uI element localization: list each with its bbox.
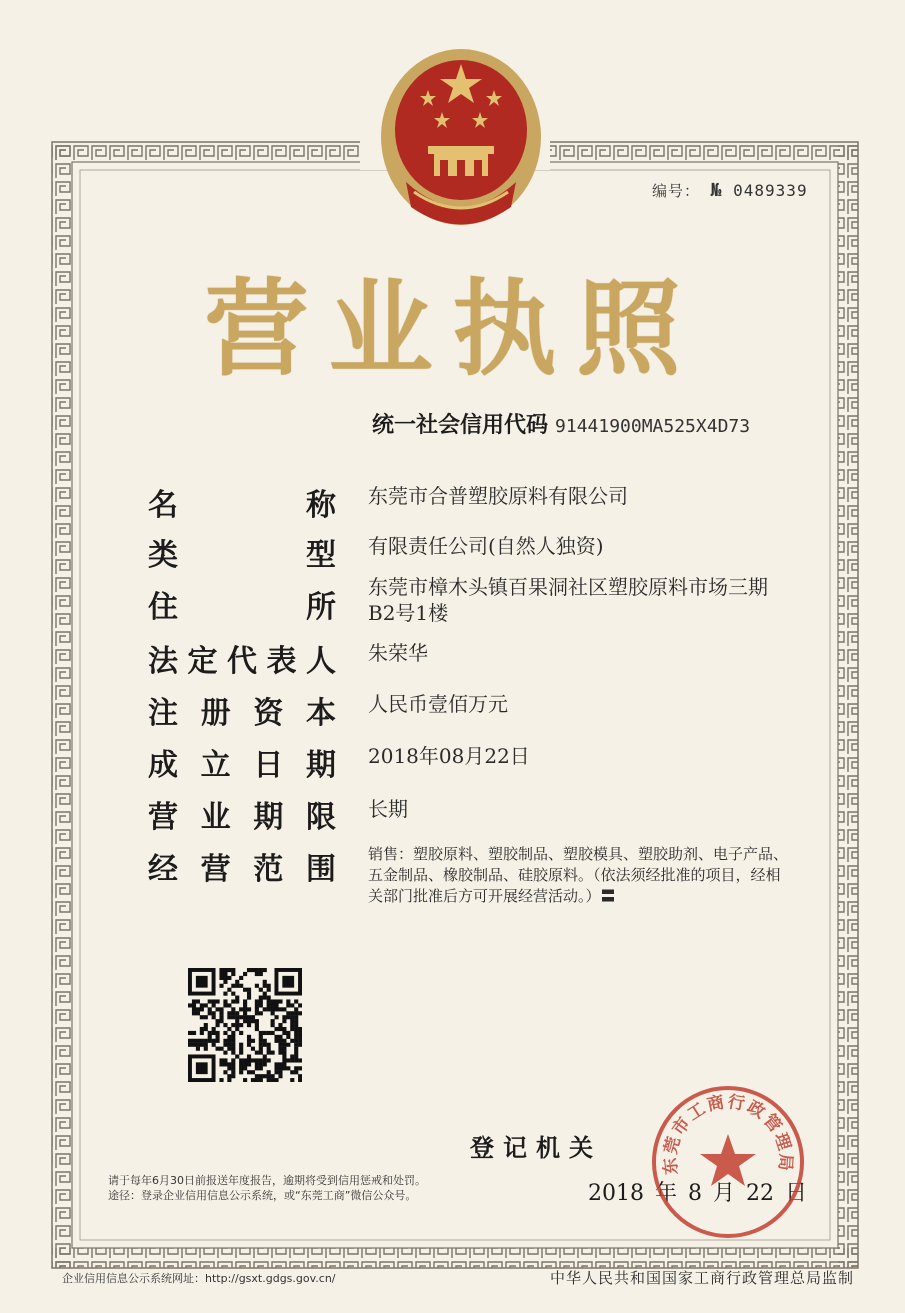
notice-line-1: 请于每年6月30日前报送年度报告，逾期将受到信用惩戒和处罚。 <box>108 1174 426 1187</box>
field-value-term: 长期 <box>368 797 408 821</box>
scope-line-1: 销售：塑胶原料、塑胶制品、塑胶模具、塑胶助剂、电子产品、 <box>368 845 789 863</box>
field-label-char: 期 <box>305 748 336 783</box>
registration-authority-label: 登记机关 <box>470 1134 602 1162</box>
official-seal-stamp <box>648 1082 808 1242</box>
field-label-char: 限 <box>305 800 336 835</box>
serial-number <box>652 180 808 201</box>
qr-code[interactable] <box>188 968 302 1082</box>
field-label-char: 人 <box>306 644 336 679</box>
field-value-name: 东莞市合普塑胶原料有限公司 <box>368 484 628 508</box>
field-label-char: 册 <box>200 696 231 731</box>
field-label-name <box>148 480 336 524</box>
field-label-char: 型 <box>306 538 336 573</box>
field-label-char: 资 <box>253 696 284 731</box>
field-label-legal-rep <box>148 636 336 680</box>
field-label-char: 日 <box>253 748 284 783</box>
annual-report-notice <box>108 1173 426 1203</box>
field-label-char: 成 <box>148 748 178 783</box>
serial-value: 0489339 <box>733 181 808 200</box>
field-label-term <box>148 792 336 836</box>
credit-code-value: 91441900MA525X4D73 <box>555 416 751 437</box>
field-label-char: 法 <box>148 644 178 679</box>
field-label-char: 立 <box>200 748 231 783</box>
field-label-char: 营 <box>148 800 178 835</box>
scope-line-2: 五金制品、橡胶制品、硅胶原料。（依法须经批准的项目，经相 <box>368 866 781 884</box>
footer-website: 企业信用信息公示系统网址：http://gsxt.gdgs.gov.cn/ <box>62 1272 336 1285</box>
serial-no-mark: № <box>710 180 723 201</box>
field-label-char: 类 <box>148 538 178 573</box>
field-label-char: 所 <box>306 590 336 625</box>
field-label-char: 注 <box>148 696 178 731</box>
serial-label: 编号： <box>652 182 701 200</box>
field-label-capital <box>148 688 336 732</box>
field-label-established <box>148 740 336 784</box>
field-label-char: 住 <box>148 590 178 625</box>
credit-code-label: 统一社会信用代码 <box>372 413 549 438</box>
field-value-legal-rep: 朱荣华 <box>368 641 428 665</box>
notice-line-2: 途径：登录企业信用信息公示系统，或“东莞工商”微信公众号。 <box>108 1189 417 1202</box>
address-line-2: B2号1楼 <box>368 601 449 625</box>
page-title: 营业执照 <box>204 268 701 390</box>
field-label-char: 营 <box>200 852 231 887</box>
field-label-char: 表 <box>266 644 297 679</box>
registration-date: 2018 年 8 月 22 日 <box>588 1181 807 1206</box>
field-label-char: 业 <box>200 800 231 835</box>
field-label-char: 定 <box>187 644 218 679</box>
credit-code <box>372 408 750 439</box>
field-label-char: 代 <box>227 644 257 679</box>
seal-text: 东莞市工商行政管理局 <box>660 1092 796 1176</box>
field-label-char: 经 <box>148 852 178 887</box>
field-label-scope <box>148 844 336 888</box>
field-label-char: 期 <box>253 800 284 835</box>
address-line-1: 东莞市樟木头镇百果洞社区塑胶原料市场三期 <box>368 575 768 599</box>
field-label-address <box>148 582 336 626</box>
field-value-scope <box>368 844 828 907</box>
footer-issuer: 中华人民共和国国家工商行政管理总局监制 <box>550 1269 855 1287</box>
field-value-established: 2018年08月22日 <box>368 744 530 768</box>
field-label-char: 围 <box>305 852 336 887</box>
field-value-type: 有限责任公司(自然人独资) <box>368 534 604 558</box>
national-emblem-icon <box>376 42 546 232</box>
field-label-char: 范 <box>253 852 284 887</box>
field-label-char: 名 <box>148 488 178 523</box>
field-label-char: 称 <box>306 488 336 523</box>
field-value-address <box>368 574 768 626</box>
field-label-type <box>148 530 336 574</box>
field-value-capital: 人民币壹佰万元 <box>368 692 508 716</box>
field-label-char: 本 <box>305 696 336 731</box>
scope-line-3: 关部门批准后方可开展经营活动。）〓 <box>368 887 616 905</box>
